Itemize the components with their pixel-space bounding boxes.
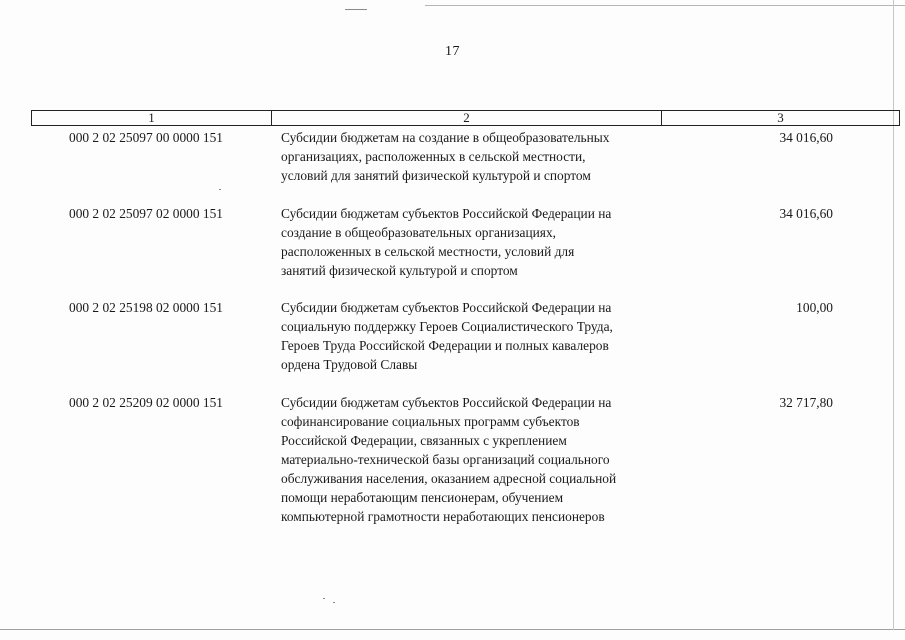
description-line: создание в общеобразовательных организациях, xyxy=(281,225,557,240)
scan-artifact-dot xyxy=(323,598,325,599)
description-line: обслуживания населения, оказанием адресной социальной xyxy=(281,471,617,486)
description-line: Субсидии бюджетам субъектов Российской Федерации на xyxy=(281,300,612,315)
description-line: Субсидии бюджетам субъектов Российской Федерации на xyxy=(281,206,612,221)
column-header-3: 3 xyxy=(777,110,784,125)
description-line: софинансирование социальных программ субъектов xyxy=(281,414,580,429)
row-amount: 34 016,60 xyxy=(779,206,833,221)
row-description xyxy=(281,298,661,374)
description-line: компьютерной грамотности неработающих пенсионеров xyxy=(281,509,605,524)
description-line: Героев Труда Российской Федерации и полных кавалеров xyxy=(281,338,609,353)
row-amount: 34 016,60 xyxy=(779,130,833,145)
description-line: помощи неработающим пенсионерам, обучением xyxy=(281,490,564,505)
column-header-1: 1 xyxy=(32,111,272,125)
description-line: организациях, расположенных в сельской местности, xyxy=(281,149,586,164)
budget-code: 000 2 02 25097 02 0000 151 xyxy=(69,206,223,221)
page-number: 17 xyxy=(445,44,460,59)
description-line: расположенных в сельской местности, условий для xyxy=(281,244,575,259)
scan-artifact-dot xyxy=(333,602,335,603)
description-line: Субсидии бюджетам на создание в общеобразовательных xyxy=(281,130,610,145)
row-amount: 32 717,80 xyxy=(779,395,833,410)
scan-artifact-line xyxy=(893,0,894,630)
description-line: Российской Федерации, связанных с укреплением xyxy=(281,433,567,448)
scan-artifact-dot xyxy=(219,189,221,190)
description-line: занятий физической культурой и спортом xyxy=(281,263,518,278)
column-header-2: 2 xyxy=(272,111,662,125)
budget-code: 000 2 02 25209 02 0000 151 xyxy=(69,395,223,410)
scan-artifact-line xyxy=(425,5,905,6)
row-description xyxy=(281,128,661,185)
budget-code: 000 2 02 25198 02 0000 151 xyxy=(69,300,223,315)
row-amount: 100,00 xyxy=(796,300,833,315)
budget-code: 000 2 02 25097 00 0000 151 xyxy=(69,130,223,145)
scan-artifact-line xyxy=(0,629,905,630)
description-line: материально-технической базы организаций социального xyxy=(281,452,610,467)
scan-artifact-line xyxy=(345,9,367,10)
table-column-header-row xyxy=(31,110,900,126)
row-description xyxy=(281,393,661,526)
description-line: социальную поддержку Героев Социалистического Труда, xyxy=(281,319,613,334)
description-line: ордена Трудовой Славы xyxy=(281,357,418,372)
row-description xyxy=(281,204,661,280)
description-line: Субсидии бюджетам субъектов Российской Федерации на xyxy=(281,395,612,410)
description-line: условий для занятий физической культурой и спортом xyxy=(281,168,591,183)
